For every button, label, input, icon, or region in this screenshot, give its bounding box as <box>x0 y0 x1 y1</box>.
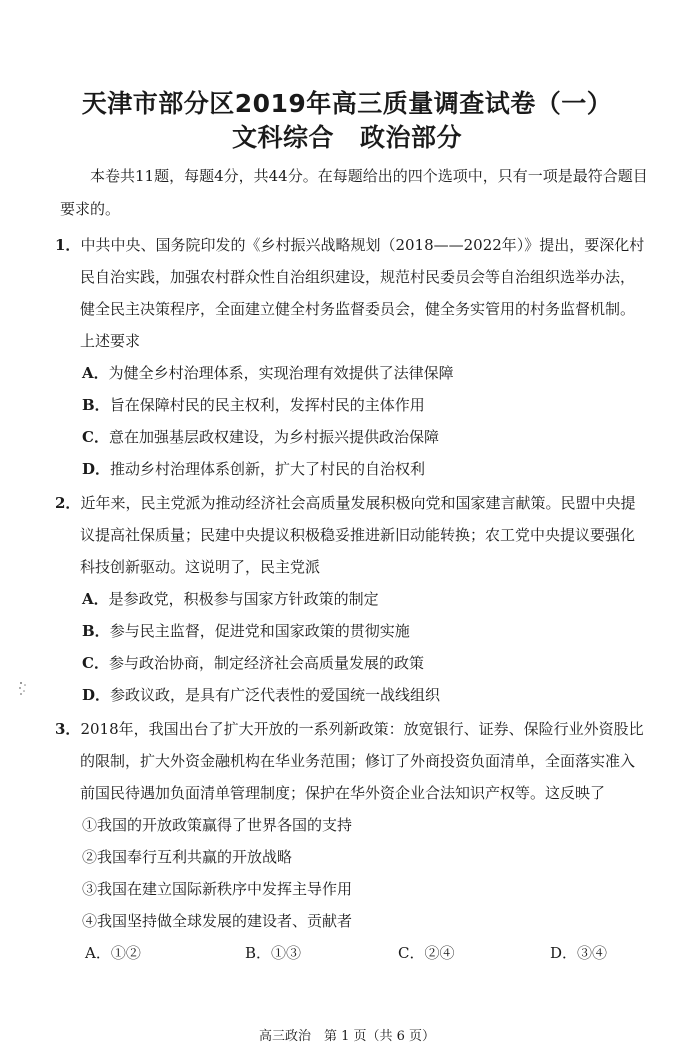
instructions-text: 本卷共11题，每题4分，共44分。在每题给出的四个选项中，只有一项是最符合题目要求的。 <box>60 167 648 218</box>
question-2 <box>55 487 665 519</box>
question-2-line-1: 2．近年来，民主党派为推动经济社会高质量发展积极向党和国家建言献策。民盟中央提 <box>55 494 636 512</box>
scan-speck-mark <box>18 680 28 696</box>
page-footer: 高三政治 第 1 页（共 6 页） <box>258 1029 436 1044</box>
question-number: 3． <box>55 720 81 738</box>
question-3-choice-b: B．①③ <box>245 944 302 962</box>
subtitle-section: 政治部分 <box>360 123 463 152</box>
question-3-statement-3: ③我国在建立国际新秩序中发挥主导作用 <box>82 880 353 898</box>
question-3-statement-4: ④我国坚持做全球发展的建设者、贡献者 <box>82 912 353 930</box>
question-3-statement-2: ②我国奉行互利共赢的开放战略 <box>82 848 293 866</box>
question-3-choice-a: A．①② <box>85 944 141 962</box>
subtitle-subject: 文科综合 <box>231 123 334 152</box>
question-3-line-1: 3．2018年，我国出台了扩大开放的一系列新政策：放宽银行、证券、保险行业外资股比 <box>55 720 644 738</box>
question-2-option-b: B．参与民主监督，促进党和国家政策的贯彻实施 <box>82 622 410 640</box>
question-1-option-c: C．意在加强基层政权建设，为乡村振兴提供政治保障 <box>82 428 439 446</box>
question-2-line-2: 议提高社保质量；民建中央提议积极稳妥推进新旧动能转换；农工党中央提议要强化 <box>80 526 636 544</box>
question-1-line-3: 健全民主决策程序，全面建立健全村务监督委员会，健全务实管用的村务监督机制。 <box>80 300 636 318</box>
question-3-choices <box>85 937 625 969</box>
question-3-line-3: 前国民待遇加负面清单管理制度；保护在华外资企业合法知识产权等。这反映了 <box>80 784 606 802</box>
question-3-choice-d: D．③④ <box>550 944 608 962</box>
question-number: 2． <box>55 494 81 512</box>
question-number: 1． <box>55 236 81 254</box>
question-2-option-c: C．参与政治协商，制定经济社会高质量发展的政策 <box>82 654 424 672</box>
question-3 <box>55 713 665 745</box>
question-1-line-4: 上述要求 <box>80 332 141 350</box>
question-1-option-a: A．为健全乡村治理体系，实现治理有效提供了法律保障 <box>82 364 454 382</box>
question-3-choice-c: C．②④ <box>398 944 455 962</box>
question-1-option-d: D．推动乡村治理体系创新，扩大了村民的自治权利 <box>82 460 426 478</box>
question-3-line-2: 的限制，扩大外资金融机构在华业务范围；修订了外商投资负面清单，全面落实准入 <box>80 752 636 770</box>
question-1-option-b: B．旨在保障村民的民主权利，发挥村民的主体作用 <box>82 396 425 414</box>
question-1-line-2: 民自治实践，加强农村群众性自治组织建设，规范村民委员会等自治组织选举办法， <box>80 268 636 286</box>
exam-title: 天津市部分区2019年高三质量调查试卷（一） <box>81 89 613 118</box>
question-2-option-d: D．参政议政，是具有广泛代表性的爱国统一战线组织 <box>82 686 441 704</box>
question-3-statement-1: ①我国的开放政策赢得了世界各国的支持 <box>82 816 353 834</box>
question-1 <box>55 229 665 261</box>
question-1-line-1: 1．中共中央、国务院印发的《乡村振兴战略规划（2018——2022年）》提出，要深化村 <box>55 236 645 254</box>
exam-subtitle <box>0 118 694 154</box>
instructions <box>60 160 660 226</box>
question-2-line-3: 科技创新驱动。这说明了，民主党派 <box>80 558 321 576</box>
question-2-option-a: A．是参政党，积极参与国家方针政策的制定 <box>82 590 379 608</box>
